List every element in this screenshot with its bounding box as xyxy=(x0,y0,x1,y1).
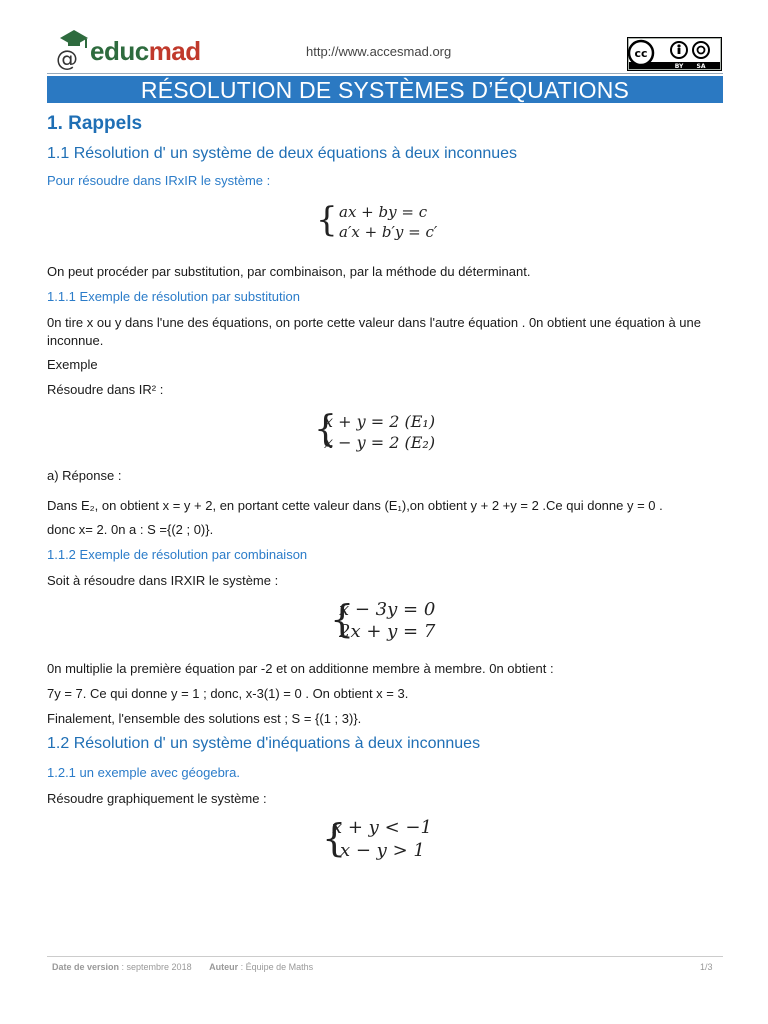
educmad-logo xyxy=(52,28,212,76)
sa-icon xyxy=(693,42,709,58)
subsection-heading-1-2-1: 1.2.1 un exemple avec géogebra. xyxy=(47,765,240,780)
section-heading-rappels: 1. Rappels xyxy=(47,113,143,134)
donc-x2-text: donc x= 2. 0n a : S ={(2 ; 0)}. xyxy=(47,522,214,537)
cc-license-badge xyxy=(627,37,722,71)
graphiquement-text: Résoudre graphiquement le système : xyxy=(47,791,267,806)
footer-version xyxy=(52,962,313,972)
footer-date-value: : septembre 2018 xyxy=(119,962,192,972)
resoudre-ir2-text: Résoudre dans IR² : xyxy=(47,382,164,397)
system-4-line-1: x + y < −1 xyxy=(332,817,432,838)
footer-date-label: Date de version xyxy=(52,962,120,972)
header-divider xyxy=(47,73,723,74)
system-2-line-1: x + y = 2 (E₁) xyxy=(324,412,436,431)
substitution-text: 0n tire x ou y dans l'une des équations, on porte cette valeur dans l'autre équation . 0n obtient une équation à une inconnue. xyxy=(47,315,701,348)
page-number: 1/3 xyxy=(700,962,713,972)
logo-text-educ: educ xyxy=(90,36,149,66)
site-url[interactable]: http://www.accesmad.org xyxy=(306,44,452,59)
multiplie-text: 0n multiplie la première équation par -2 et on additionne membre à membre. 0n obtient : xyxy=(47,661,554,676)
svg-text:@: @ xyxy=(56,47,78,72)
brace-icon: { xyxy=(314,409,337,450)
footer-divider xyxy=(47,956,723,957)
system-4 xyxy=(322,816,472,862)
system-1-line-1: ax + by = c xyxy=(339,203,428,221)
system-2-line-2: x − y = 2 (E₂) xyxy=(324,433,436,452)
license-sa-label: SA xyxy=(696,63,706,70)
system-4-line-2: x − y > 1 xyxy=(340,840,425,861)
intro-text: Pour résoudre dans IRxIR le système : xyxy=(47,173,271,188)
subsection-heading-1-1-2: 1.1.2 Exemple de résolution par combinaison xyxy=(47,547,308,562)
system-2 xyxy=(314,409,474,453)
brace-icon: { xyxy=(322,816,347,860)
subsection-heading-1-2: 1.2 Résolution d' un système d'inéquations à deux inconnues xyxy=(47,735,481,752)
system-3-line-1: x − 3y = 0 xyxy=(339,599,436,620)
footer-author-value: : Équipe de Maths xyxy=(238,962,314,972)
system-3 xyxy=(330,597,470,643)
soit-text: Soit à résoudre dans IRXIR le système : xyxy=(47,573,279,588)
graduation-cap-icon xyxy=(52,28,92,72)
footer-author-label: Auteur xyxy=(209,962,239,972)
exemple-label: Exemple xyxy=(47,357,98,372)
finalement-text: Finalement, l'ensemble des solutions est ; S = {(1 ; 3)}. xyxy=(47,711,362,726)
brace-icon: { xyxy=(316,200,338,240)
brace-icon: { xyxy=(330,597,355,641)
methods-text: On peut procéder par substitution, par combinaison, par la méthode du déterminant. xyxy=(47,264,531,279)
system-3-line-2: 2x + y = 7 xyxy=(339,621,436,642)
dans-e2-text: Dans E₂, on obtient x = y + 2, en portant cette valeur dans (E₁),on obtient y + 2 +y = 2 .Ce qui donne y = 0 . xyxy=(47,498,663,513)
svg-text:cc: cc xyxy=(634,47,648,60)
reponse-label: a) Réponse : xyxy=(47,468,122,483)
license-by-label: BY xyxy=(674,63,684,70)
system-1 xyxy=(316,202,456,242)
page-title: RÉSOLUTION DE SYSTÈMES D’ÉQUATIONS xyxy=(47,76,723,103)
subsection-heading-1-1-1: 1.1.1 Exemple de résolution par substitution xyxy=(47,289,300,304)
system-1-line-2: a′x + b′y = c′ xyxy=(339,223,438,241)
subsection-heading-1-1: 1.1 Résolution d' un système de deux équations à deux inconnues xyxy=(47,145,518,162)
logo-text-mad: mad xyxy=(148,36,201,66)
seven-y-text: 7y = 7. Ce qui donne y = 1 ; donc, x-3(1) = 0 . On obtient x = 3. xyxy=(47,686,409,701)
